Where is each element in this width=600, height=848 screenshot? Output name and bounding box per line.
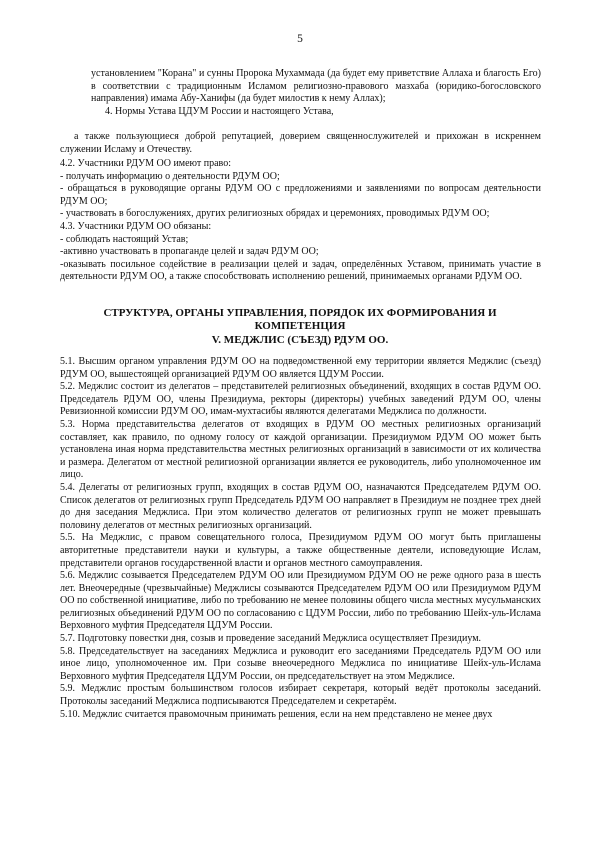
rights-duties-list [60, 158, 541, 284]
list-item: 4. Нормы Устава ЦДУМ России и настоящего Устава, [105, 105, 334, 117]
list-item: установлением "Корана" и сунны Пророка Мухаммада (да будет ему приветствие Аллаха и благость Его) в соответствии с традиционным Исламом религиозно-правового мазхаба (юридико-богословского направления) имама Абу-Ханифы (да будет милостив к нему Аллах); [91, 68, 541, 105]
heading-line: СТРУКТУРА, ОРГАНЫ УПРАВЛЕНИЯ, ПОРЯДОК ИХ ФОРМИРОВАНИЯ И [103, 307, 497, 319]
section-5-8: 5.8. Председательствует на заседаниях Меджлиса и руководит его заседаниями Председатель РДУМ ОО или иное лицо, уполномоченное им. При созыве внеочередного Меджлиса по инициативе Шейх-уль-Ислама Верховного муфтия Председателя ЦДУМ России, он председательствует на этом Меджлисе. [60, 645, 541, 682]
section-heading [60, 307, 540, 347]
section-5-1: 5.1. Высшим органом управления РДУМ ОО на подведомственной ему территории является Меджлис (съезд) РДУМ ОО, вышестоящей организацией РДУМ ОО является ЦДУМ России. [60, 356, 541, 380]
paragraph: а также пользующиеся доброй репутацией, доверием священнослужителей и прихожан в искреннем служении Исламу и Отечеству. [60, 131, 541, 155]
section-5-3: 5.3. Норма представительства делегатов от входящих в РДУМ ОО местных религиозных организаций составляет, как правило, по одному голосу от каждой организации. Президиумом РДУМ ОО может быть установлена иная норма представительства местных религиозных организаций в зависимости от их количества и размера. Делегатом от местной религиозной организации является ее руководитель, либо уполномоченное им лицо. [60, 418, 541, 481]
page-number: 5 [297, 33, 303, 45]
heading-line: V. МЕДЖЛИС (СЪЕЗД) РДУМ ОО. [211, 333, 389, 346]
section-5-6: 5.6. Меджлис созывается Председателем РДУМ ОО или Президиумом РДУМ ОО не реже одного раза в шесть лет. Внеочередные (чрезвычайные) Меджлисы созываются Председателем РДУМ ОО или Президиумом РДУМ ОО по собственной инициативе, либо по требованию не менее половины общего числа местных мусульманских религиозных объединений РДУМ ОО по согласованию с ЦДУМ России, либо по требованию Шейх-уль-Ислама Верховного муфтия Председателя ЦДУМ России. [60, 570, 541, 632]
list-item: - получать информацию о деятельности РДУМ ОО; [60, 170, 280, 182]
section-5-2: 5.2. Меджлис состоит из делегатов – представителей религиозных объединений, входящих в состав РДУМ ОО. Председатель РДУМ ОО, члены Президиума, ректоры (директоры) учебных заведений РДУМ ОО, члены Ревизионной комиссии РДУМ ОО, имам-мухтасибы являются делегатами Меджлиса по должности. [60, 381, 541, 418]
section-5-9: 5.9. Меджлис простым большинством голосов избирает секретаря, который ведёт протоколы заседаний. Протоколы заседаний Меджлиса подписываются Председателем и секретарём. [60, 683, 541, 708]
section-5-10: 5.10. Меджлис считается правомочным принимать решения, если на нем представлено не менее двух [60, 708, 493, 720]
list-item: - обращаться в руководящие органы РДУМ ОО с предложениями и заявлениями по вопросам деятельности РДУМ ОО; [60, 183, 541, 207]
section-list [60, 356, 541, 721]
list-item: - участвовать в богослужениях, других религиозных обрядах и церемониях, проводимых РДУМ ОО; [60, 208, 490, 220]
list-item: -оказывать посильное содействие в реализации целей и задач, определённых Уставом, принимать участие в деятельности РДУМ ОО, а также способствовать исполнению решений, принимаемых органами РДУМ ОО. [60, 258, 541, 283]
list-item: - соблюдать настоящий Устав; [60, 233, 189, 245]
section-5-5: 5.5. На Меджлис, с правом совещательного голоса, Президиумом РДУМ ОО могут быть приглашены авторитетные представители науки и культуры, а также общественные деятели, исповедующие Ислам, представители органов государственной власти и органов местного самоуправления. [60, 532, 541, 569]
list-item: 4.3. Участники РДУМ ОО обязаны: [60, 220, 212, 232]
section-5-7: 5.7. Подготовку повестки дня, созыв и проведение заседаний Меджлиса осуществляет Президиум. [60, 633, 482, 645]
continuation-list [91, 68, 541, 118]
heading-line: КОМПЕТЕНЦИЯ [254, 320, 346, 333]
section-5-4: 5.4. Делегаты от религиозных групп, входящих в состав РДУМ ОО, назначаются Председателем РДУМ ОО. Список делегатов от религиозных групп Председатель РДУМ ОО направляет в Президиум не позднее трех дней до дня заседания Меджлиса. При этом количество делегатов от религиозных групп не может превышать половину делегатов от местных религиозных организаций. [60, 481, 541, 531]
list-item: 4.2. Участники РДУМ ОО имеют право: [60, 158, 231, 169]
list-item: -активно участвовать в пропаганде целей и задач РДУМ ОО; [60, 246, 319, 258]
